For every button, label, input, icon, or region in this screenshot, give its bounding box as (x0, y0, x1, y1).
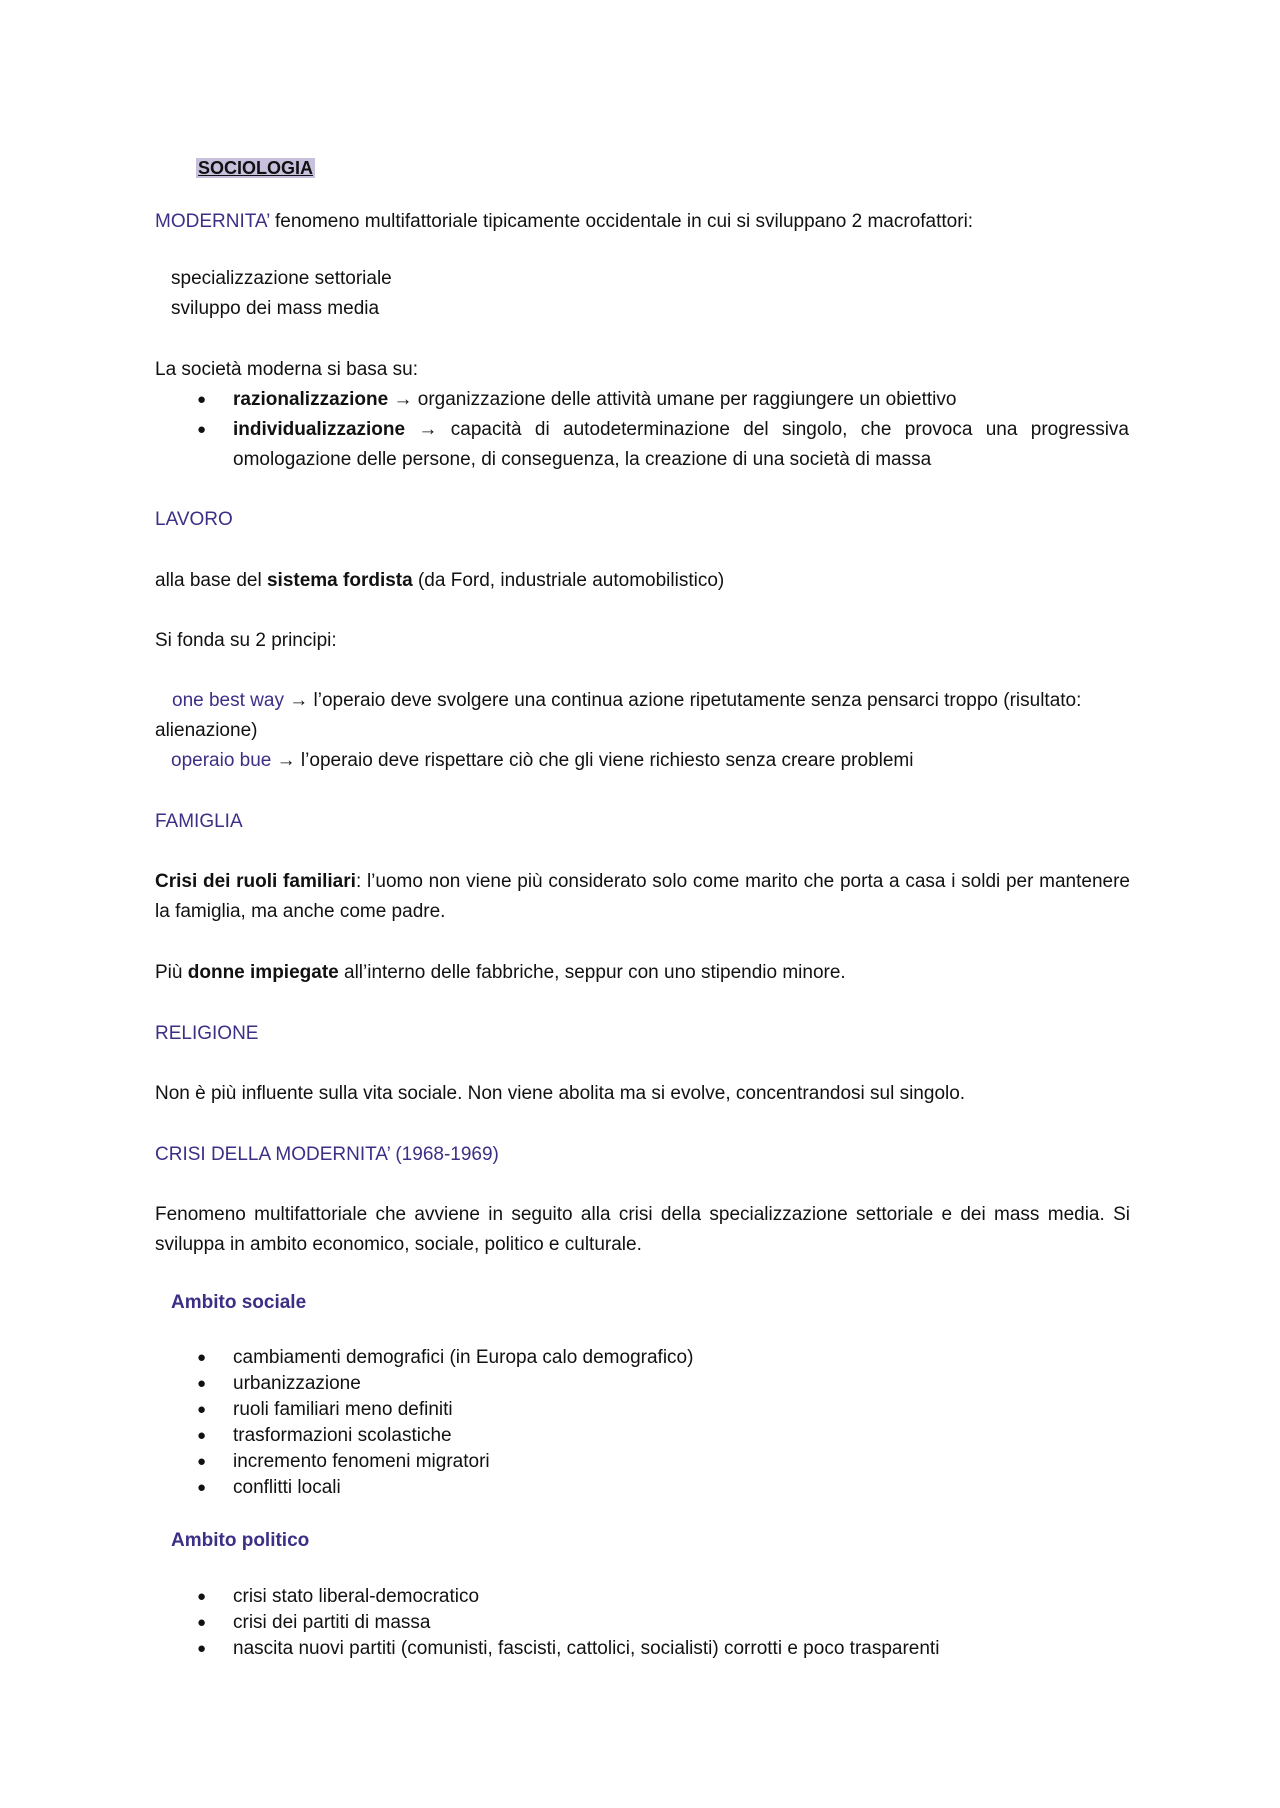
modernita-term: MODERNITA’ (155, 211, 270, 232)
list-item: ● cambiamenti demografici (in Europa calo demografico) (155, 1345, 1130, 1371)
list-item: ● urbanizzazione (155, 1371, 1130, 1397)
list-item: ● razionalizzazione → organizzazione delle attività umane per raggiungere un obiettivo (155, 385, 1129, 415)
ambito-sociale-list (155, 1345, 1130, 1501)
section-heading-religione: RELIGIONE (155, 1023, 259, 1044)
principle-operaio-bue: operaio bue → l’operaio deve rispettare ciò che gli viene richiesto senza creare problemi (171, 750, 914, 771)
page-title: SOCIOLOGIA (198, 158, 314, 178)
modernita-text: fenomeno multifattoriale tipicamente occidentale in cui si sviluppano 2 macrofattori: (274, 211, 974, 232)
list-item: ● incremento fenomeni migratori (155, 1449, 1130, 1475)
subheading-ambito-politico: Ambito politico (171, 1530, 310, 1551)
modernita-definition (155, 207, 1155, 237)
section-heading-lavoro: LAVORO (155, 509, 233, 530)
factor-item: sviluppo dei mass media (171, 298, 380, 319)
societa-list (155, 385, 1129, 475)
famiglia-donne: Più donne impiegate all’interno delle fabbriche, seppur con uno stipendio minore. (155, 962, 846, 983)
lavoro-sistema: alla base del sistema fordista (da Ford, industriale automobilistico) (155, 570, 725, 591)
list-item: ● trasformazioni scolastiche (155, 1423, 1130, 1449)
list-item: ● individualizzazione → capacità di autodeterminazione del singolo, che provoca una progressiva omologazione delle persone, di conseguenza, la creazione di una società di massa (155, 415, 1129, 475)
factor-item: specializzazione settoriale (171, 268, 392, 289)
list-item: ● ruoli familiari meno definiti (155, 1397, 1130, 1423)
societa-intro: La società moderna si basa su: (155, 359, 418, 380)
famiglia-crisi: Crisi dei ruoli familiari: l’uomo non viene più considerato solo come marito che porta a casa i soldi per mantenere la famiglia, ma anche come padre. (155, 871, 1130, 922)
list-item: ● crisi stato liberal-democratico (155, 1584, 1130, 1610)
list-item: ● nascita nuovi partiti (comunisti, fascisti, cattolici, socialisti) corrotti e poco trasparenti (155, 1636, 1130, 1662)
religione-text: Non è più influente sulla vita sociale. Non viene abolita ma si evolve, concentrandosi sul singolo. (155, 1083, 966, 1104)
list-item: ● conflitti locali (155, 1475, 1130, 1501)
crisi-text: Fenomeno multifattoriale che avviene in seguito alla crisi della specializzazione settoriale e dei mass media. Si sviluppa in ambito economico, sociale, politico e culturale. (155, 1204, 1130, 1255)
principle-one-best-way: one best way → l’operaio deve svolgere una continua azione ripetutamente senza pensarci troppo (risultato: alienazione) (155, 690, 1082, 741)
section-heading-famiglia: FAMIGLIA (155, 811, 243, 832)
lavoro-principles-intro: Si fonda su 2 principi: (155, 630, 337, 651)
section-heading-crisi: CRISI DELLA MODERNITA’ (1968-1969) (155, 1144, 499, 1165)
list-item: ● crisi dei partiti di massa (155, 1610, 1130, 1636)
modernita-factors (171, 264, 392, 324)
ambito-politico-list (155, 1584, 1130, 1662)
subheading-ambito-sociale: Ambito sociale (171, 1292, 307, 1313)
